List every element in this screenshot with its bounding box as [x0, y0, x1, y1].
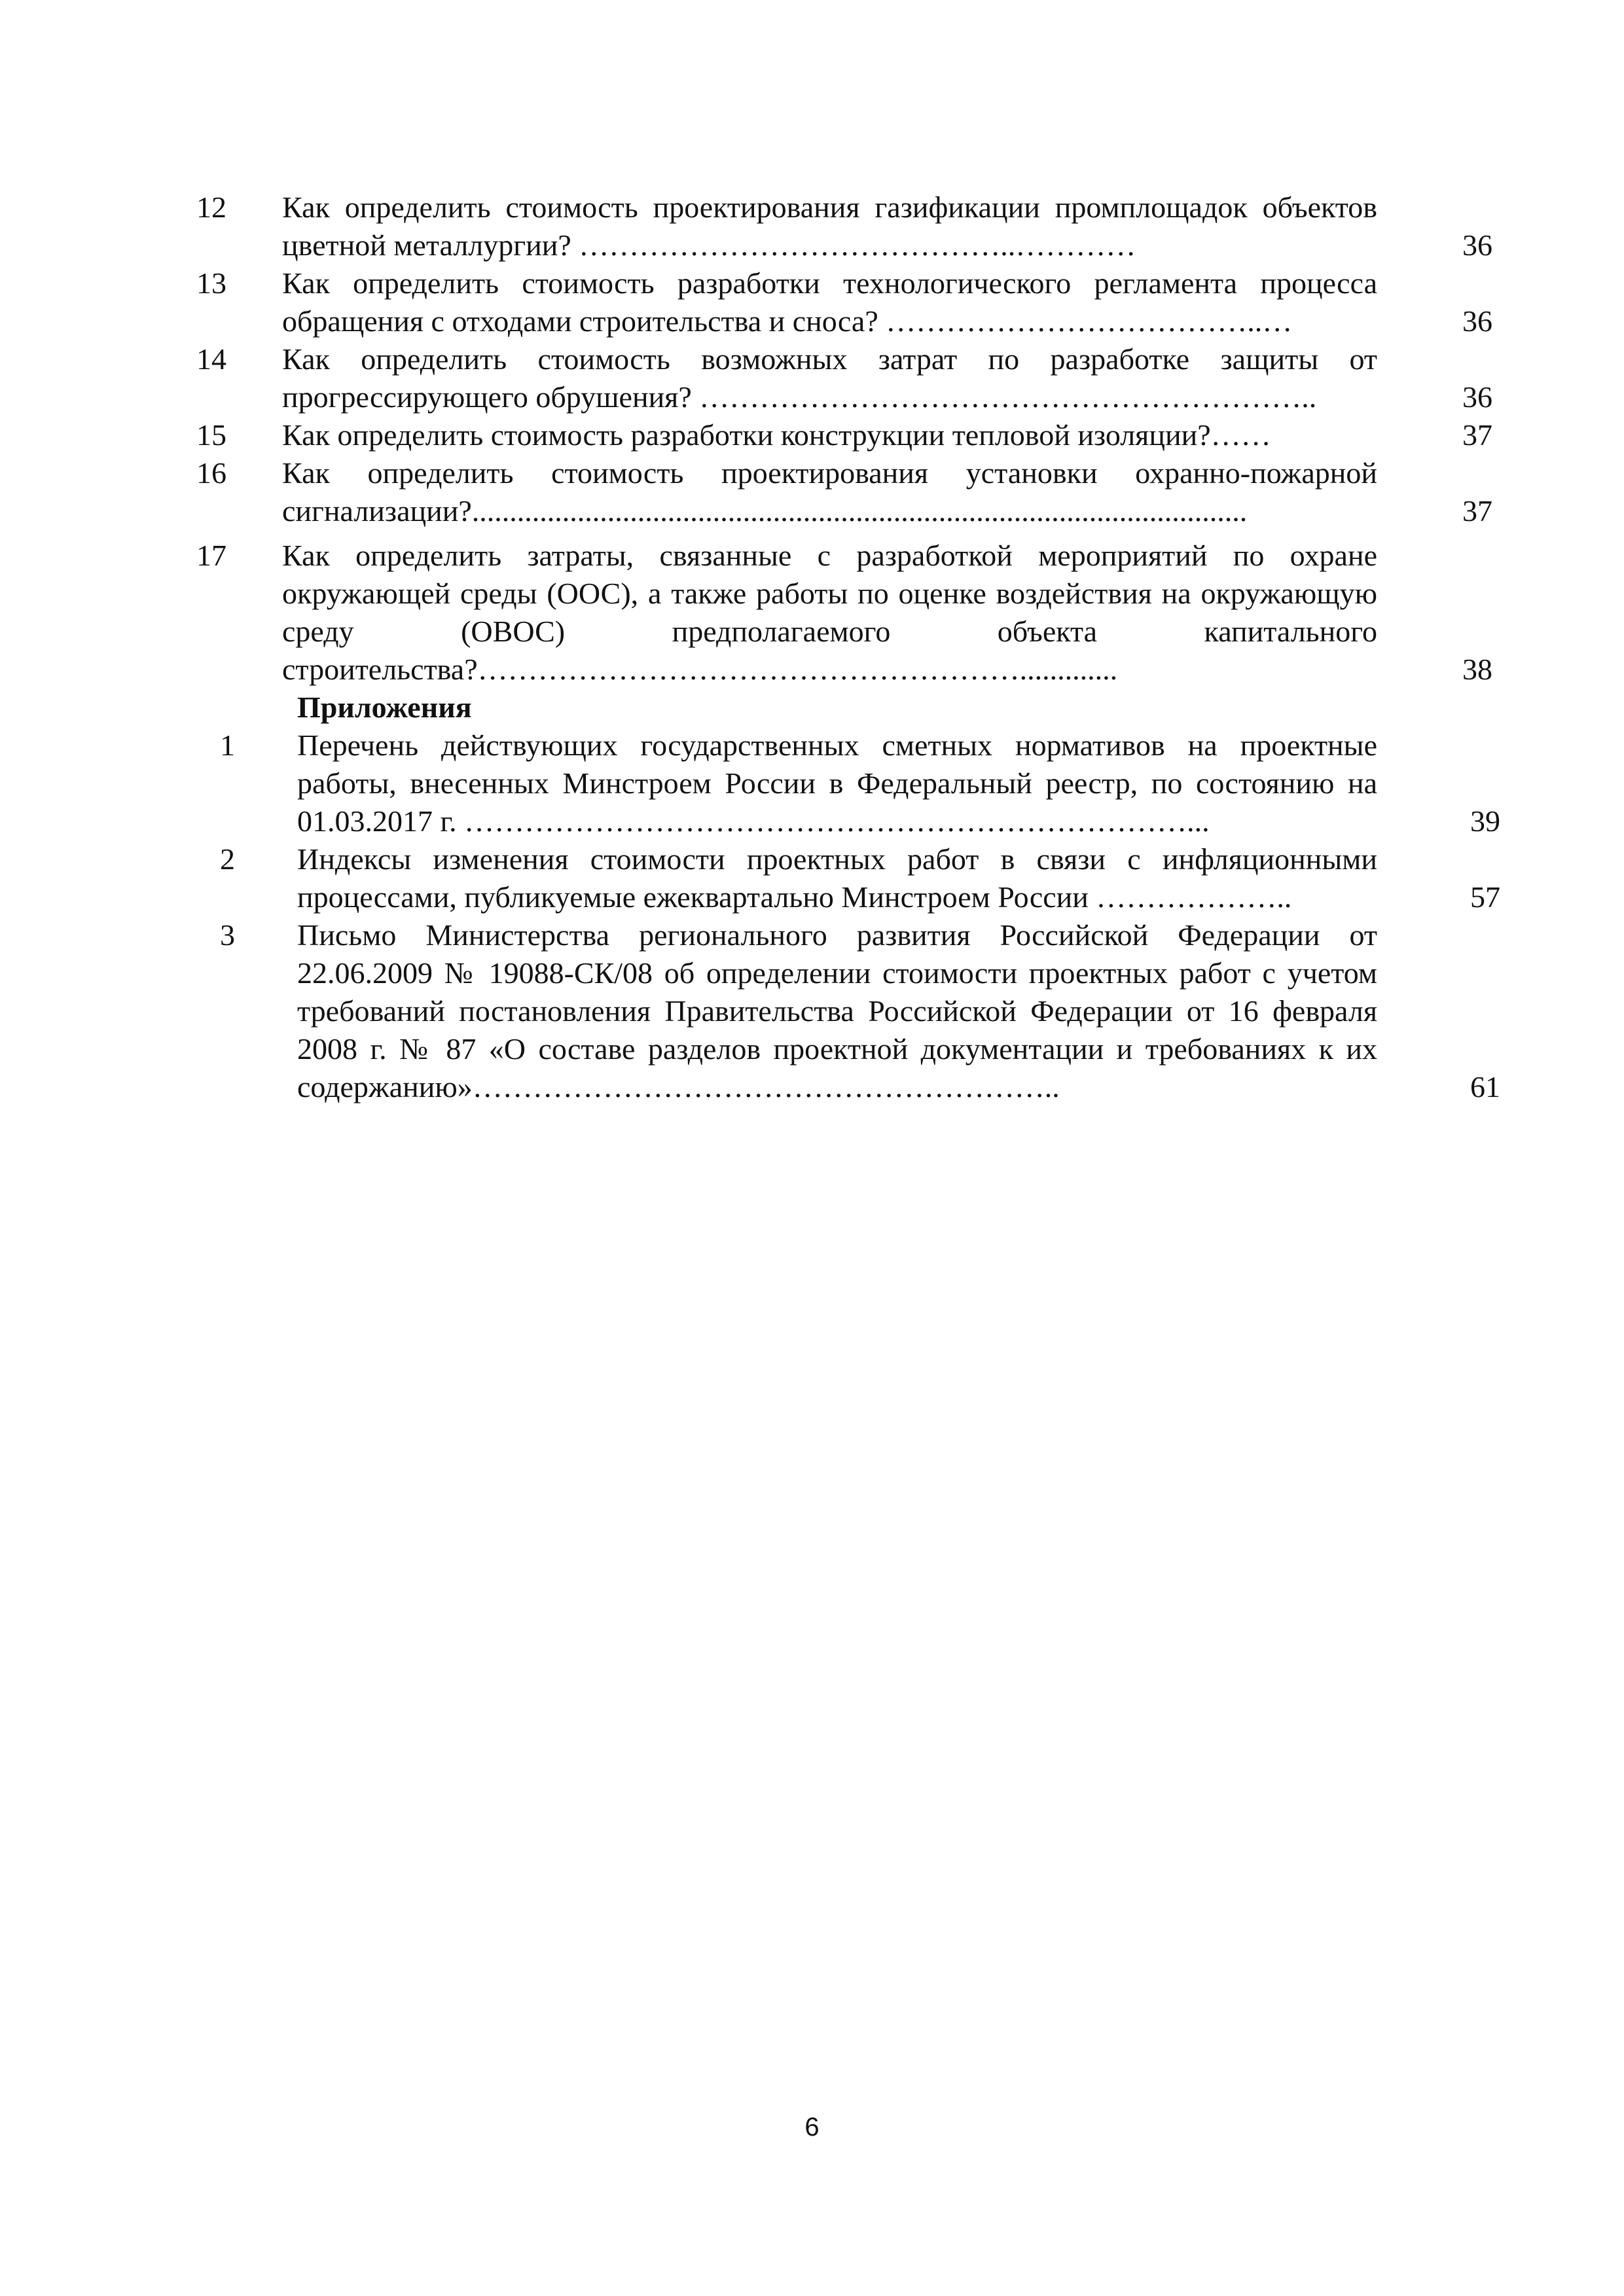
toc-entry-text: Как определить стоимость разработки конструкции тепловой изоляции?……	[282, 418, 1271, 452]
toc-entry-page: 36	[1462, 304, 1492, 338]
appendix-heading: Приложения	[297, 691, 472, 724]
appendix-entry-3	[196, 916, 1500, 1106]
appendix-entry-text: Письмо Министерства регионального развития Российской Федерации от 22.06.2009 № 19088-СК/08 об определении стоимости проектных работ с учетом требований постановления Правительства Российской Федерации от 16 февраля 2008 г. № 87 «О составе разделов проектной документации и требованиях к их содержанию»…………………………………………………..	[297, 918, 1377, 1103]
toc-entry-15	[196, 416, 1492, 454]
toc-entry-page: 36	[1462, 228, 1492, 262]
appendix-entry-2	[196, 840, 1500, 916]
toc-entry-number: 16	[196, 456, 226, 490]
appendix-entry-text: Индексы изменения стоимости проектных работ в связи с инфляционными процессами, публикуемые ежеквартально Минстроем России ………………..	[297, 842, 1377, 914]
appendix-entry-page: 61	[1470, 1070, 1500, 1103]
toc-entry-page: 36	[1462, 380, 1492, 414]
toc-entry-13	[196, 264, 1492, 340]
toc-entry-text: Как определить стоимость разработки технологического регламента процесса обращения с отходами строительства и сноса? ………………………………..…	[282, 266, 1377, 338]
appendix-entry-number: 2	[220, 842, 235, 876]
toc-entry-number: 15	[196, 418, 226, 452]
toc-entry-number: 12	[196, 190, 226, 224]
appendix-entry-text: Перечень действующих государственных сметных нормативов на проектные работы, внесенных Минстроем России в Федеральный реестр, по состоянию на 01.03.2017 г. ………………………………………………………………...	[297, 728, 1377, 838]
table-of-contents	[196, 188, 1500, 1106]
toc-entry-page: 37	[1462, 418, 1492, 452]
appendix-entry-number: 3	[220, 918, 235, 952]
toc-entry-text: Как определить затраты, связанные с разработкой мероприятий по охране окружающей среды (ООС), а также работы по оценке воздействия на окружающую среду (ОВОС) предполагаемого объекта капитального строительства?……………………………………………….............	[282, 539, 1377, 686]
appendix-entry-page: 39	[1470, 804, 1500, 838]
toc-entry-14	[196, 340, 1492, 416]
toc-entry-12	[196, 188, 1492, 264]
toc-entry-number: 14	[196, 342, 226, 376]
toc-entry-text: Как определить стоимость возможных затрат по разработке защиты от прогрессирующего обрушения? ……………………………………………………..	[282, 342, 1377, 414]
toc-entry-17	[196, 537, 1492, 689]
toc-entry-page: 37	[1462, 494, 1492, 528]
toc-entry-text: Как определить стоимость проектирования установки охранно-пожарной сигнализации?.......................................................................................................	[282, 456, 1377, 528]
toc-entry-16	[196, 454, 1492, 530]
toc-entry-number: 13	[196, 266, 226, 300]
toc-entry-page: 38	[1462, 653, 1492, 686]
appendix-entry-number: 1	[220, 728, 235, 762]
page-number: 6	[804, 2113, 820, 2142]
toc-entry-text: Как определить стоимость проектирования газификации промплощадок объектов цветной металлургии? ……………………………………..…………	[282, 190, 1377, 262]
toc-entry-number: 17	[196, 539, 226, 572]
appendix-entry-1	[196, 726, 1500, 840]
appendix-entry-page: 57	[1470, 880, 1500, 914]
